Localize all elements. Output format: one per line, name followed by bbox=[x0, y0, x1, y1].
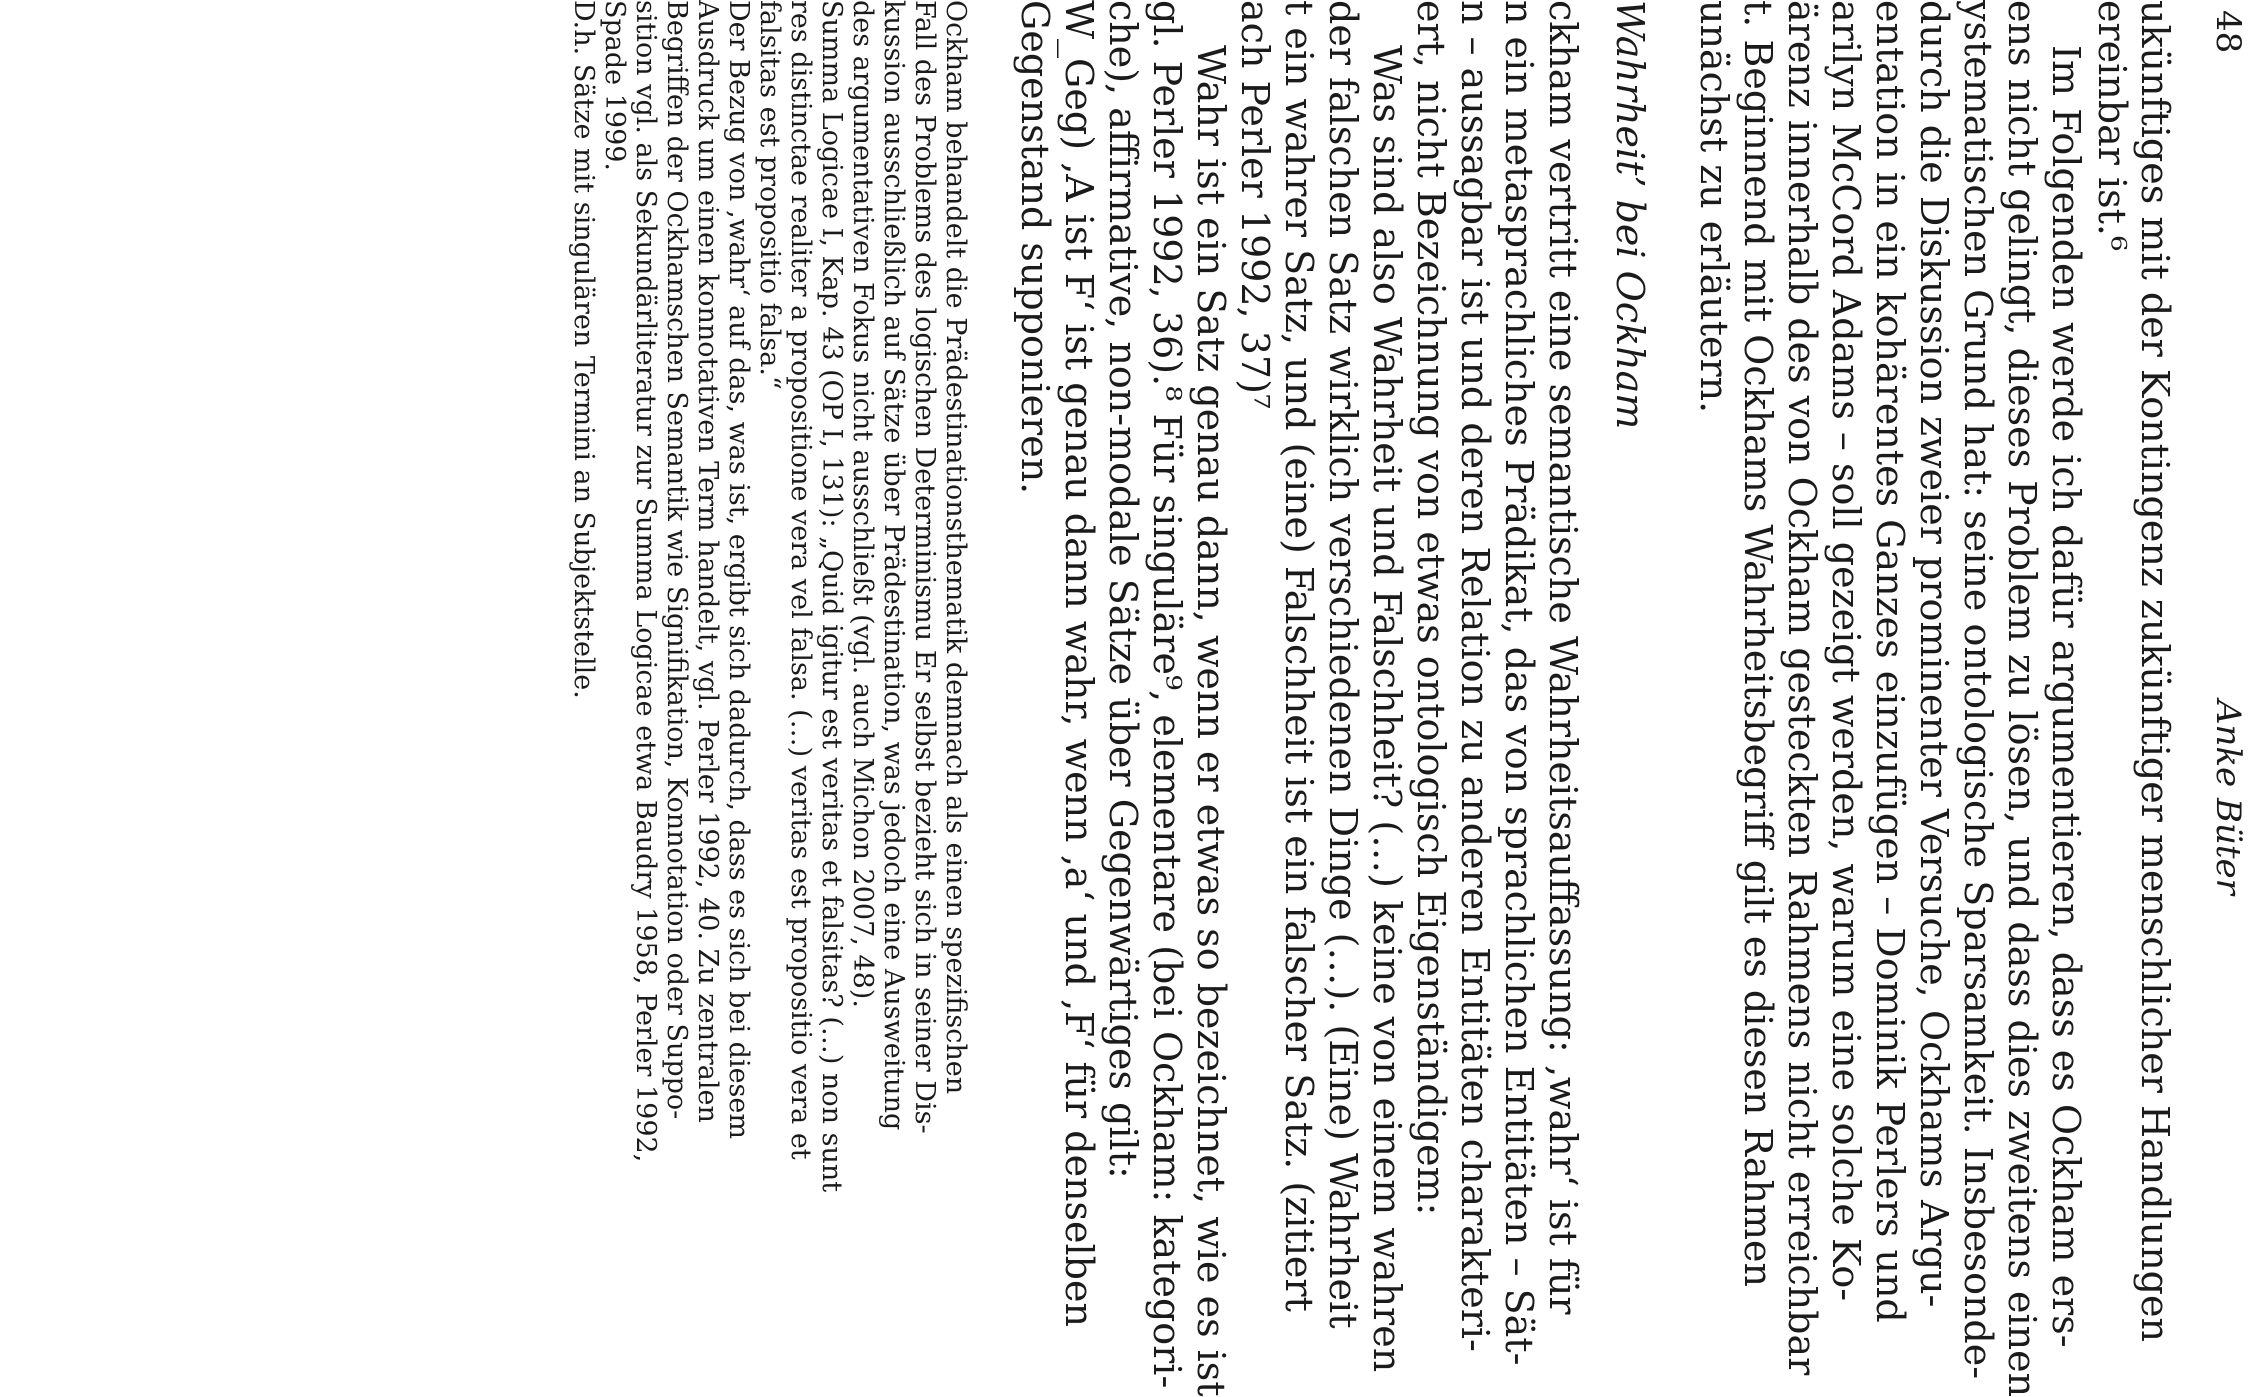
body-line: t ein wahrer Satz, und (eine) Falschheit ist ein falscher Satz. (zitiert bbox=[1277, 0, 1321, 1312]
footnote-line: Begriffen der Ockhamschen Semantik wie Signifikation, Konnotation oder Suppo- bbox=[661, 0, 692, 1120]
page-number: 48 bbox=[2208, 10, 2248, 54]
body-line: ärenz innerhalb des von Ockham gesteckten Rahmens nicht erreichbar bbox=[1780, 0, 1824, 1376]
footnote-line: sition vgl. als Sekundärliteratur zur Summa Logicae etwa Baudry 1958, Perler 1992, bbox=[630, 0, 661, 1163]
footnote-line: D.h. Sätze mit singulären Termini an Subjektstelle. bbox=[568, 0, 599, 699]
body-line: Was sind also Wahrheit und Falschheit? (…) keine von einem wahren bbox=[1365, 45, 1409, 1373]
footnote-line: Fall des Problems des logischen Determinismu Er selbst bezieht sich in seiner Dis- bbox=[909, 0, 940, 1134]
body-line: arilyn McCord Adams – soll gezeigt werden, warum eine solche Ko- bbox=[1824, 0, 1868, 1302]
running-header-author: Anke Büter bbox=[2208, 700, 2248, 895]
footnote-line: res distinctae realiter a propositione vera vel falsa. (…) veritas est propositio vera et bbox=[785, 0, 816, 1160]
footnote-line: Spade 1999. bbox=[599, 0, 630, 172]
body-line: che), affirmative, non-modale Sätze über Gegenwärtiges gilt: bbox=[1101, 0, 1145, 1179]
body-line: W_Geg) ‚A ist F‘ ist genau dann wahr, wenn ‚a‘ und ‚F‘ für denselben bbox=[1057, 0, 1101, 1327]
footnote-line: Summa Logicae I, Kap. 43 (OP I, 131): „Quid igitur est veritas et falsitas? (…) non sunt bbox=[816, 0, 847, 1193]
footnote-line: Ockham behandelt die Prädestinationsthematik demnach als einen spezifischen bbox=[940, 0, 971, 1095]
footnote-line: Ausdruck um einen konnotativen Term handelt, vgl. Perler 1992, 40. Zu zentralen bbox=[692, 0, 723, 1123]
footnote-line: Der Bezug von ‚wahr‘ auf das, was ist, ergibt sich dadurch, dass es sich bei diesem bbox=[723, 0, 754, 1139]
body-line: ereinbar ist.⁶ bbox=[2090, 0, 2134, 252]
footnote-line: kussion ausschließlich auf Sätze über Prädestination, was jedoch eine Ausweitung bbox=[878, 0, 909, 1131]
body-line: n – aussagbar ist und deren Relation zu anderen Entitäten charakteri- bbox=[1453, 0, 1497, 1352]
body-line: Gegenstand supponieren. bbox=[1013, 0, 1057, 495]
body-line: ukünftiges mit der Kontingenz zukünftiger menschlicher Handlungen bbox=[2133, 0, 2177, 1342]
footnote-line: des argumentativen Fokus nicht ausschließt (vgl. auch Michon 2007, 48). bbox=[847, 0, 878, 1008]
body-line: Im Folgenden werde ich dafür argumentieren, dass es Ockham ers- bbox=[2044, 45, 2088, 1348]
body-line: t. Beginnend mit Ockhams Wahrheitsbegriff gilt es diesen Rahmen bbox=[1736, 0, 1780, 1288]
body-line: Wahr ist ein Satz genau dann, wenn er etwas so bezeichnet, wie es ist bbox=[1189, 45, 1233, 1397]
section-heading: Wahrheit’ bei Ockham bbox=[1608, 0, 1652, 430]
body-line: ens nicht gelingt, dieses Problem zu lösen, und dass dies zweitens einen bbox=[2000, 0, 2044, 1397]
body-line: gl. Perler 1992, 36).⁸ Für singuläre⁹, elementare (bei Ockham: kategori- bbox=[1145, 0, 1189, 1389]
body-line: unächst zu erläutern. bbox=[1692, 0, 1736, 414]
body-line: durch die Diskussion zweier prominenter Versuche, Ockhams Argu- bbox=[1912, 0, 1956, 1308]
footnote-line: falsitas est propositio falsa.“ bbox=[754, 0, 785, 390]
body-line: entation in ein kohärentes Ganzes einzufügen – Dominik Perlers und bbox=[1868, 0, 1912, 1323]
body-line: ckham vertritt eine semantische Wahrheitsauffassung: ‚wahr‘ ist für bbox=[1541, 0, 1585, 1315]
body-line: der falschen Satz wirklich verschiedenen Dinge (…). (Eine) Wahrheit bbox=[1321, 0, 1365, 1329]
body-line: ystematischen Grund hat: seine ontologische Sparsamkeit. Insbesonde- bbox=[1956, 0, 2000, 1380]
body-line: ert, nicht Bezeichnung von etwas ontologisch Eigenständigem: bbox=[1409, 0, 1453, 1216]
body-line: n ein metasprachliches Prädikat, das von sprachlichen Entitäten – Sät- bbox=[1497, 0, 1541, 1366]
body-line: ach Perler 1992, 37)⁷ bbox=[1233, 0, 1277, 410]
